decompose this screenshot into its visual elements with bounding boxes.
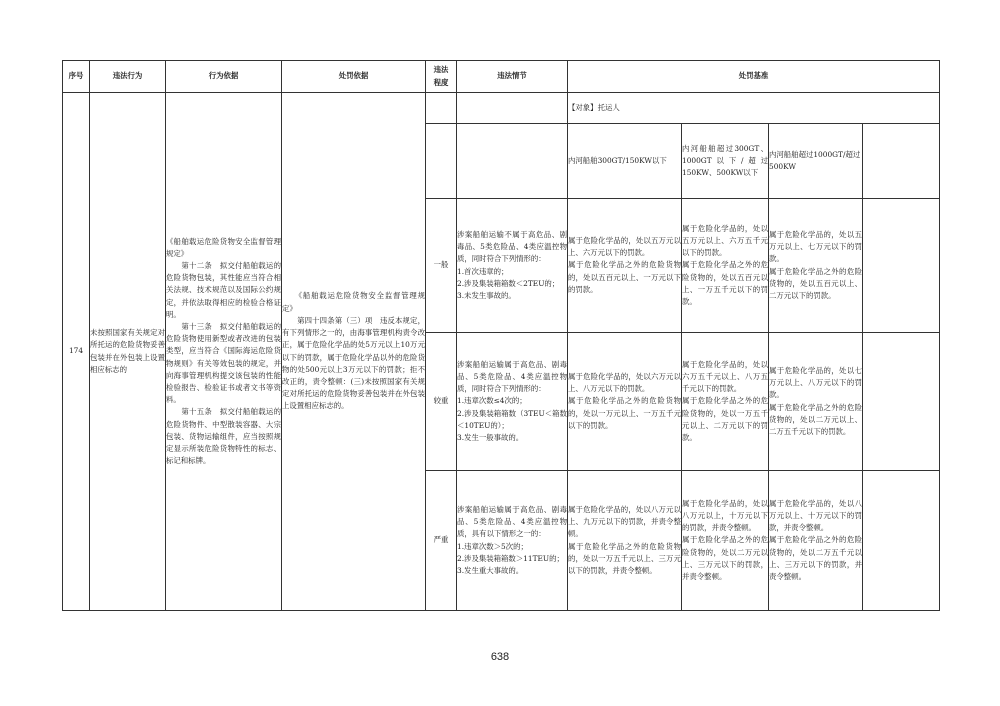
header-no: 序号 <box>63 61 90 93</box>
standard-large: 属于危险化学品的，处以五万元以上、七万元以下的罚款。 属于危险化学品之外的危险货物的，处以五百元以上、二万元以下的罚款。 <box>769 199 863 333</box>
empty-cell <box>863 471 940 611</box>
page-number: 638 <box>490 651 510 663</box>
violation-details: 涉案船舶运输属于高危品、剧毒品、5类危险品、4类应温控物质，同时符合下列情形的： 1.违章次数≤4次的； 2.涉及集装箱箱数（3TEU＜箱数＜10TEU的）； 3.发生一般事故的。 <box>457 333 568 471</box>
header-basis: 行为依据 <box>166 61 282 93</box>
table-header-row <box>63 61 940 93</box>
standard-head-medium: 内河船舶超过300GT、1000GT以下/超过150KW、500KW以下 <box>682 124 769 199</box>
degree-label: 严重 <box>426 471 457 611</box>
standard-head-large: 内河船舶超过1000GT/超过500KW <box>769 124 863 199</box>
empty-cell <box>863 124 940 199</box>
header-penalty-basis: 处罚依据 <box>282 61 426 93</box>
degree-label: 较重 <box>426 333 457 471</box>
degree-label: 一般 <box>426 199 457 333</box>
page <box>62 60 940 611</box>
empty-cell <box>863 333 940 471</box>
penalty-basis: 《船舶载运危险货物安全监督管理规定》 第四十四条第（三）项 违反本规定，有下列情形之一的，由海事管理机构责令改正，属于危险化学品的处5万元以上10万元以下的罚款，属于危险化学品以外的危险货物的处500元以上3万元以下的罚款；拒不改正的，责令整顿：(三)未按照国家有关规定对所托运的危险货物妥善包装并在外包装上设置相应标志的。 <box>282 93 426 611</box>
empty-cell <box>457 124 568 199</box>
standard-medium: 属于危险化学品的，处以五万元以上、六万五千元以下的罚款。 属于危险化学品之外的危险货物的，处以五百元以上、一万五千元以下的罚款。 <box>682 199 769 333</box>
target-label: 【对象】托运人 <box>568 93 940 124</box>
penalty-standard-table <box>62 60 940 611</box>
standard-medium: 属于危险化学品的，处以八万元以上，十万元以下的罚款，并责令整顿。 属于危险化学品之外的危险货物的，处以二万元以上、三万元以下的罚款，并责令整顿。 <box>682 471 769 611</box>
empty-cell <box>426 124 457 199</box>
behavior-basis: 《船舶载运危险货物安全监督管理规定》 第十二条 拟交付船舶载运的危险货物包装，其性能应当符合相关法规、技术规范以及国际公约规定，并依法取得相应的检验合格证明。 第十三条 拟交付船舶载运的危险货物使用新型或者改进的包装类型，应当符合《国际海运危险货物规则》有关等效包装的规定，并向海事管理机构提交该包装的性能检验报告、检验证书或者文书等资料。 第十五条 拟交付船舶载运的危险货物件、中型散装容器、大宗包装、货物运输组件，应当按照规定显示所装危险货物特性的标志、标记和标牌。 <box>166 93 282 611</box>
standard-small: 属于危险化学品的，处以五万元以上、六万元以下的罚款。 属于危险化学品之外的危险货物的，处以五百元以上、一万元以下的罚款。 <box>568 199 682 333</box>
standard-small: 属于危险化学品的，处以八万元以上、九万元以下的罚款，并责令整顿。 属于危险化学品之外的危险货物的，处以一万五千元以上、三万元以下的罚款，并责令整顿。 <box>568 471 682 611</box>
header-details: 违法情节 <box>457 61 568 93</box>
table-row <box>63 93 940 124</box>
standard-large: 属于危险化学品的，处以八万元以上、十万元以下的罚款，并责令整顿。 属于危险化学品之外的危险货物的，处以二万五千元以上、三万元以下的罚款，并责令整顿。 <box>769 471 863 611</box>
standard-large: 属于危险化学品的，处以七万元以上、八万元以下的罚款。 属于危险化学品之外的危险货物的，处以二万元以上、二万五千元以下的罚款。 <box>769 333 863 471</box>
violation-act: 未按照国家有关规定对所托运的危险货物妥善包装并在外包装上设置相应标志的 <box>90 93 166 611</box>
row-number: 174 <box>63 93 90 611</box>
standard-small: 属于危险化学品的，处以六万元以上、八万元以下的罚款。 属于危险化学品之外的危险货物的，处以一万元以上、一万五千元以下的罚款。 <box>568 333 682 471</box>
header-degree: 违法 程度 <box>426 61 457 93</box>
empty-cell <box>426 93 457 124</box>
header-standard: 处罚基准 <box>568 61 940 93</box>
violation-details: 涉案船舶运输属于高危品、剧毒品、5类危险品、4类应温控物质，具有以下情形之一的： 1.违章次数＞5次的； 2.涉及集装箱箱数＞11TEU的； 3.发生重大事故的。 <box>457 471 568 611</box>
empty-cell <box>863 199 940 333</box>
standard-medium: 属于危险化学品的，处以六万五千元以上、八万五千元以下的罚款。 属于危险化学品之外的危险货物的，处以一万五千元以上、二万元以下的罚款。 <box>682 333 769 471</box>
standard-head-small: 内河船舶300GT/150KW以下 <box>568 124 682 199</box>
empty-cell <box>457 93 568 124</box>
header-act: 违法行为 <box>90 61 166 93</box>
violation-details: 涉案船舶运输不属于高危品、剧毒品、5类危险品、4类应温控物质，同时符合下列情形的： 1.首次违章的； 2.涉及集装箱箱数＜2TEU的； 3.未发生事故的。 <box>457 199 568 333</box>
